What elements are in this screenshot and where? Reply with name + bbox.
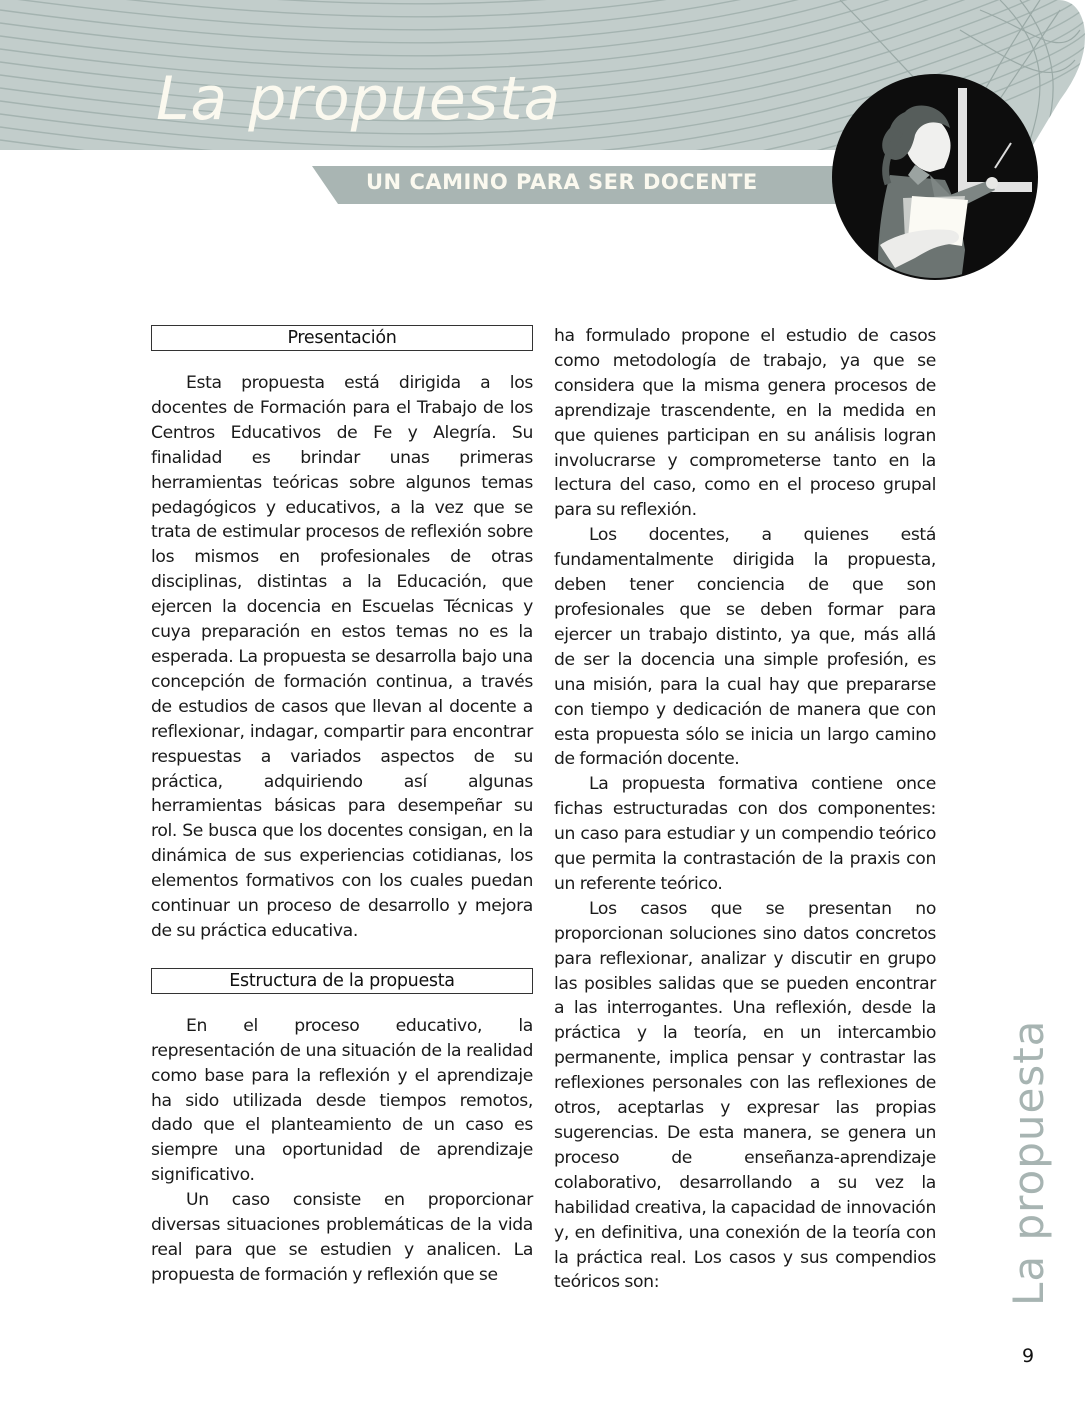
page-title: La propuesta [156,64,562,134]
header-band [0,0,1088,300]
paragraph: Esta propuesta está dirigida a los docentes de Formación para el Trabajo de los Centros Educativos de Fe y Alegría. Su finalidad es brindar unas primeras herramientas teóricas sobre algunos temas pedagógicos y educativos, a la vez que se trata de estimular procesos de reflexión sobre los mismos en profesionales de otras disciplinas, distintas a la Educación, que ejercen la docencia en Escuelas Técnicas y cuya preparación en estos temas no es la esperada. La propuesta se desarrolla bajo una concepción de formación continua, a través de estudios de casos que llevan al docente a reflexionar, indagar, compartir para encontrar respuestas a variados aspectos de su práctica, adquiriendo así algunas herramientas básicas para desempeñar su rol. Se busca que los docentes consigan, en la dinámica de sus experiencias cotidianas, los elementos formativos con los cuales puedan continuar un proceso de desarrollo y mejora de su práctica educativa. [151,373,533,941]
paragraph: En el proceso educativo, la representación de una situación de la realidad como base para la reflexión y el aprendizaje ha sido utilizada desde tiempos remotos, dado que el planteamiento de un caso es siempre una oportunidad de aprendizaje significativo. [151,1015,533,1186]
paragraph: ha formulado propone el estudio de casos como metodología de trabajo, ya que se considera que la misma genera procesos de aprendizaje trascendente, en la medida en que quienes participan en su análisis logran involucrarse y comprometerse tanto en la lectura del caso, como en el proceso grupal para su reflexión. [554,326,936,521]
vertical-section-label: La propuesta [1004,1019,1053,1306]
paragraph: Los docentes, a quienes está fundamentalmente dirigida la propuesta, deben tener conciencia de que son profesionales que se deben formar para ejercer un trabajo distinto, ya que, más allá de ser la docencia una simple profesión, es una misión, para la cual hay que prepararse con tiempo y dedicación de manera que con esta propuesta sólo se inicia un largo camino de formación docente. [554,525,936,770]
header-graphic [0,0,1088,300]
right-column [554,324,936,1295]
paragraph: Un caso consiste en proporcionar diversas situaciones problemáticas de la vida real para que se estudien y analicen. La propuesta de formación y reflexión que se [151,1190,533,1285]
section-heading-presentacion: Presentación [151,325,533,351]
left-column [151,324,533,1288]
paragraph: Los casos que se presentan no proporcionan soluciones sino datos concretos para reflexionar, analizar y discutir en grupo las posibles salidas que se pueden encontrar a las interrogantes. Una reflexión, desde la práctica y la teoría, en un intercambio permanente, implica pensar y contrastar las reflexiones personales con las reflexiones de otros, aceptarlas y expresar las propias sugerencias. De esta manera, se genera un proceso de enseñanza-aprendizaje colaborativo, desarrollando a su vez la habilidad creativa, la capacidad de innovación y, en definitiva, una conexión de la teoría con la práctica real. Los casos y sus compendios teóricos son: [554,898,936,1293]
section-heading-estructura: Estructura de la propuesta [151,968,533,994]
page-subtitle: UN CAMINO PARA SER DOCENTE [366,170,758,194]
teacher-illustration-icon [832,74,1038,290]
page-number: 9 [1022,1345,1035,1367]
paragraph: La propuesta formativa contiene once fichas estructuradas con dos componentes: un caso para estudiar y un compendio teórico que permita la contrastación de la praxis con un referente teórico. [554,774,936,894]
